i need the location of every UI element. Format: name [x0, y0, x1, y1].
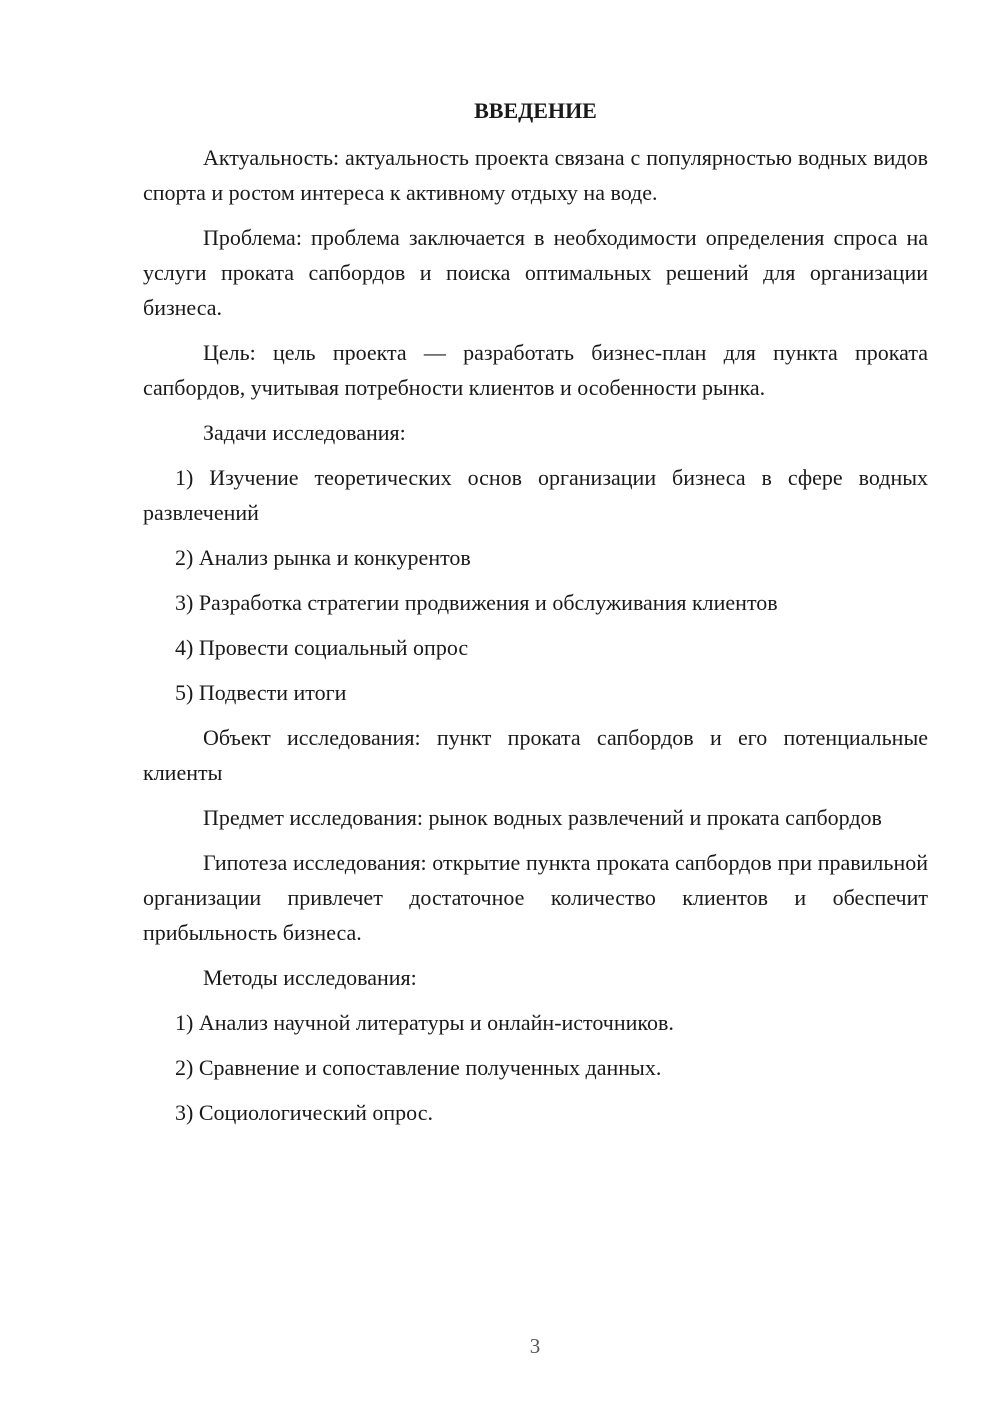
subject-paragraph: Предмет исследования: рынок водных развлечений и проката сапбордов: [203, 805, 882, 830]
page-content: [143, 96, 928, 1140]
page-number: 3: [529, 1334, 541, 1358]
section-title: ВВЕДЕНИЕ: [474, 98, 597, 123]
method-item: 1) Анализ научной литературы и онлайн-источников.: [175, 1010, 674, 1035]
task-item: 4) Провести социальный опрос: [175, 635, 469, 660]
task-item: 1) Изучение теоретических основ организации бизнеса в сфере водных развлечений: [143, 465, 928, 525]
methods-heading: Методы исследования:: [203, 965, 417, 990]
object-paragraph: Объект исследования: пункт проката сапбордов и его потенциальные клиенты: [143, 725, 928, 785]
tasks-heading: Задачи исследования:: [203, 420, 406, 445]
hypothesis-paragraph: Гипотеза исследования: открытие пункта проката сапбордов при правильной организации привлечет достаточное количество клиентов и обеспечит прибыльность бизнеса.: [143, 850, 928, 945]
method-item: 3) Социологический опрос.: [175, 1100, 433, 1125]
task-item: 5) Подвести итоги: [175, 680, 347, 705]
method-item: 2) Сравнение и сопоставление полученных данных.: [175, 1055, 662, 1080]
goal-paragraph: Цель: цель проекта — разработать бизнес-план для пункта проката сапбордов, учитывая потребности клиентов и особенности рынка.: [143, 340, 928, 400]
problem-paragraph: Проблема: проблема заключается в необходимости определения спроса на услуги проката сапбордов и поиска оптимальных решений для организации бизнеса.: [143, 225, 928, 320]
task-item: 2) Анализ рынка и конкурентов: [175, 545, 471, 570]
relevance-paragraph: Актуальность: актуальность проекта связана с популярностью водных видов спорта и ростом интереса к активному отдыху на воде.: [143, 145, 928, 205]
task-item: 3) Разработка стратегии продвижения и обслуживания клиентов: [175, 590, 778, 615]
